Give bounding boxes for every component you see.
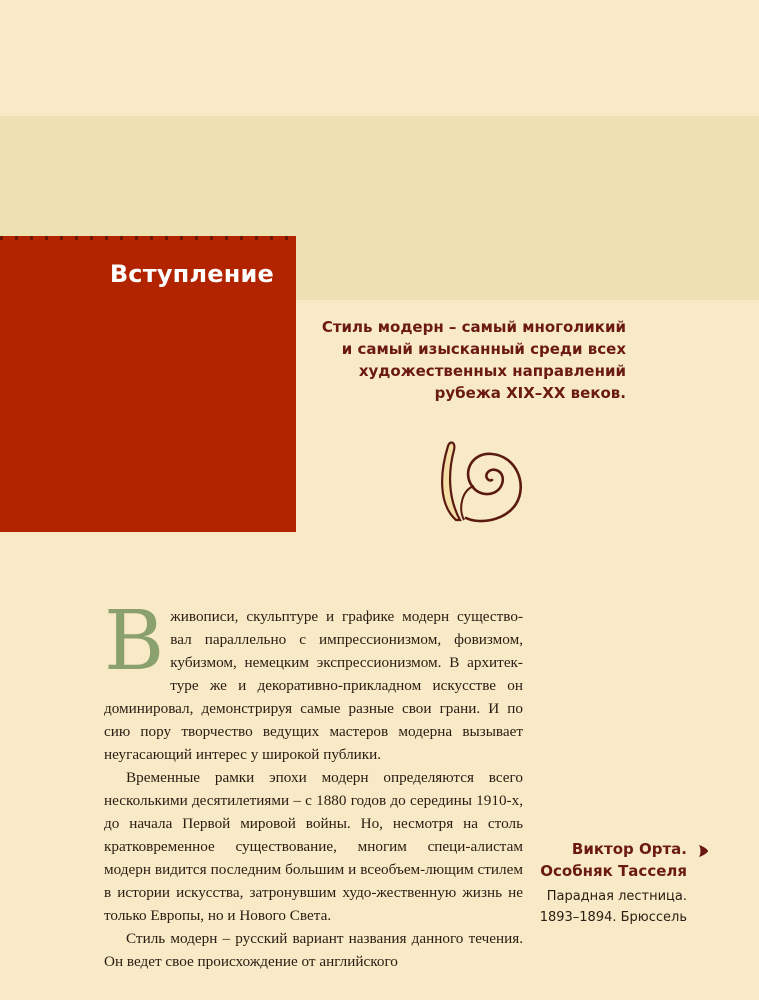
- caption-title-line: Особняк Тасселя: [540, 862, 687, 880]
- image-caption: [487, 838, 687, 928]
- section-title: Вступление: [109, 260, 274, 288]
- lead-line: Стиль модерн – самый многоликий: [321, 318, 626, 336]
- caption-text-line: 1893–1894. Брюссель: [539, 910, 687, 925]
- body-paragraph: Временные рамки эпохи модерн определяются всего несколькими десятилетиями – с 1880 годов до середины 1910-х, до начала Первой мировой войны. Но, несмотря на столь кратковременное существование, многим специ-алистам модерн видится последним большим и всеобъем-лющим стилем в истории искусства, затронувшим худо-жественную жизнь не только Европы, но и Нового Света.: [104, 769, 523, 924]
- lead-line: и самый изысканный среди всех: [341, 340, 626, 358]
- body-paragraph: [104, 594, 523, 766]
- lead-line: рубежа XIX–XX веков.: [434, 384, 626, 402]
- drop-cap: В: [104, 594, 165, 689]
- paragraph-text: живописи, скульптуре и графике модерн существо-вал параллельно с импрессионизмом, фовизмом, кубизмом, немецким экспрессионизмом. В архитек-туре же и декоративно-прикладном искусстве он доминировал, демонстрируя самые разные свои грани. И по сию пору творчество ведущих мастеров модерна вызывает неугасающий интерес у широкой публики.: [104, 608, 523, 763]
- caption-text-line: Парадная лестница.: [546, 889, 687, 904]
- section-title-block: [0, 236, 296, 532]
- body-text: [104, 594, 523, 973]
- dotted-border: [0, 236, 296, 240]
- lead-line: художественных направлений: [358, 362, 626, 380]
- caption-text: [487, 886, 687, 928]
- spiral-ornament-icon: [436, 438, 528, 524]
- caption-title-line: Виктор Орта.: [571, 840, 687, 858]
- body-paragraph: Стиль модерн – русский вариант названия данного течения. Он ведет свое происхождение от английского: [104, 930, 523, 970]
- caption-title: [487, 838, 687, 882]
- caption-pointer-icon: [697, 844, 709, 858]
- lead-paragraph: [300, 316, 626, 404]
